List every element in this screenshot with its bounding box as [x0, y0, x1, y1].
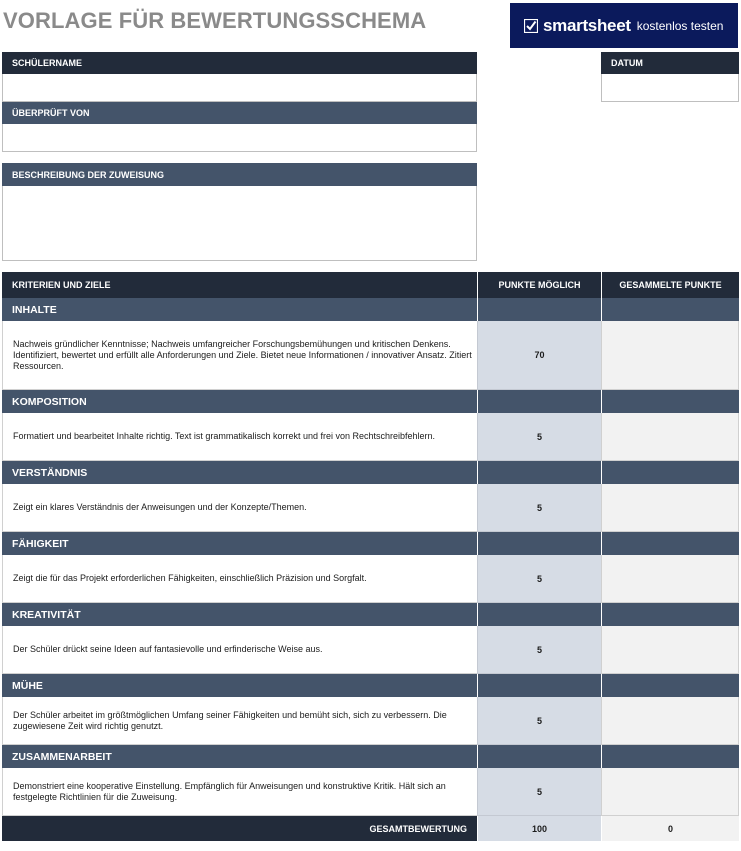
section-name: INHALTE	[2, 298, 477, 321]
points-possible-cell: 70	[477, 321, 601, 390]
section-header-cell	[601, 674, 739, 697]
section-header-cell	[601, 532, 739, 555]
section-header-row	[2, 461, 739, 484]
points-earned-input[interactable]	[601, 321, 739, 390]
header-points-earned: GESAMMELTE PUNKTE	[601, 272, 739, 298]
section-header-cell	[477, 298, 601, 321]
criteria-row	[2, 626, 739, 674]
total-points-possible: 100	[477, 816, 601, 841]
assignment-description-field[interactable]	[2, 186, 477, 261]
section-header-row	[2, 745, 739, 768]
section-header-cell	[601, 298, 739, 321]
section-name: MÜHE	[2, 674, 477, 697]
criteria-row	[2, 697, 739, 745]
header-points-possible: PUNKTE MÖGLICH	[477, 272, 601, 298]
reviewed-by-field[interactable]	[2, 124, 477, 152]
section-header-cell	[601, 745, 739, 768]
total-row	[2, 816, 739, 841]
criteria-description: Zeigt ein klares Verständnis der Anweisungen und der Konzepte/Themen.	[2, 484, 477, 532]
criteria-row	[2, 484, 739, 532]
smartsheet-check-icon	[524, 19, 538, 33]
section-name: FÄHIGKEIT	[2, 532, 477, 555]
points-earned-input[interactable]	[601, 413, 739, 461]
date-field[interactable]	[601, 74, 739, 102]
table-header-row	[2, 272, 739, 298]
section-header-cell	[601, 461, 739, 484]
criteria-row	[2, 768, 739, 816]
points-possible-cell: 5	[477, 697, 601, 745]
section-name: KREATIVITÄT	[2, 603, 477, 626]
page-title: VORLAGE FÜR BEWERTUNGSSCHEMA	[3, 8, 427, 33]
assignment-description-label: BESCHREIBUNG DER ZUWEISUNG	[2, 163, 477, 186]
criteria-description: Der Schüler arbeitet im größtmöglichen Umfang seiner Fähigkeiten und bemüht sich, sich zu verbessern. Die zugewiesene Zeit wird richtig genutzt.	[2, 697, 477, 745]
student-name-label: SCHÜLERNAME	[2, 52, 477, 74]
section-header-cell	[477, 603, 601, 626]
section-header-row	[2, 603, 739, 626]
section-header-row	[2, 298, 739, 321]
logo-brand: smartsheet	[543, 15, 631, 35]
section-header-row	[2, 390, 739, 413]
total-points-earned: 0	[601, 816, 739, 841]
section-name: KOMPOSITION	[2, 390, 477, 413]
section-header-row	[2, 532, 739, 555]
criteria-description: Formatiert und bearbeitet Inhalte richtig. Text ist grammatikalisch korrekt und frei von Rechtschreibfehlern.	[2, 413, 477, 461]
criteria-description: Nachweis gründlicher Kenntnisse; Nachweis umfangreicher Forschungsbemühungen und kritischen Denkens. Identifiziert, bewertet und erfüllt alle Anforderungen und Ziele. Bietet neue Informationen / innovativer Ansatz. Zitiert Ressourcen.	[2, 321, 477, 390]
rubric-table	[2, 272, 739, 841]
section-header-cell	[477, 745, 601, 768]
student-name-field[interactable]	[2, 74, 477, 102]
criteria-row	[2, 321, 739, 390]
smartsheet-logo-button[interactable]	[510, 3, 738, 48]
points-earned-input[interactable]	[601, 484, 739, 532]
criteria-description: Zeigt die für das Projekt erforderlichen Fähigkeiten, einschließlich Präzision und Sorgfalt.	[2, 555, 477, 603]
points-earned-input[interactable]	[601, 555, 739, 603]
points-possible-cell: 5	[477, 626, 601, 674]
criteria-row	[2, 555, 739, 603]
points-possible-cell: 5	[477, 413, 601, 461]
section-header-cell	[601, 390, 739, 413]
date-label: DATUM	[601, 52, 739, 74]
section-header-cell	[477, 390, 601, 413]
section-name: VERSTÄNDNIS	[2, 461, 477, 484]
section-header-cell	[601, 603, 739, 626]
section-header-cell	[477, 532, 601, 555]
reviewed-by-label: ÜBERPRÜFT VON	[2, 102, 477, 124]
section-header-cell	[477, 674, 601, 697]
logo-cta: kostenlos testen	[636, 18, 724, 33]
section-name: ZUSAMMENARBEIT	[2, 745, 477, 768]
total-label: GESAMTBEWERTUNG	[2, 816, 477, 841]
points-earned-input[interactable]	[601, 768, 739, 816]
criteria-description: Der Schüler drückt seine Ideen auf fantasievolle und erfinderische Weise aus.	[2, 626, 477, 674]
points-possible-cell: 5	[477, 768, 601, 816]
header-criteria: KRITERIEN UND ZIELE	[2, 272, 477, 298]
points-possible-cell: 5	[477, 484, 601, 532]
points-earned-input[interactable]	[601, 697, 739, 745]
section-header-cell	[477, 461, 601, 484]
section-header-row	[2, 674, 739, 697]
points-possible-cell: 5	[477, 555, 601, 603]
criteria-row	[2, 413, 739, 461]
points-earned-input[interactable]	[601, 626, 739, 674]
criteria-description: Demonstriert eine kooperative Einstellung. Empfänglich für Anweisungen und konstruktive Kritik. Hält sich an festgelegte Richtlinien für die Zuweisung.	[2, 768, 477, 816]
